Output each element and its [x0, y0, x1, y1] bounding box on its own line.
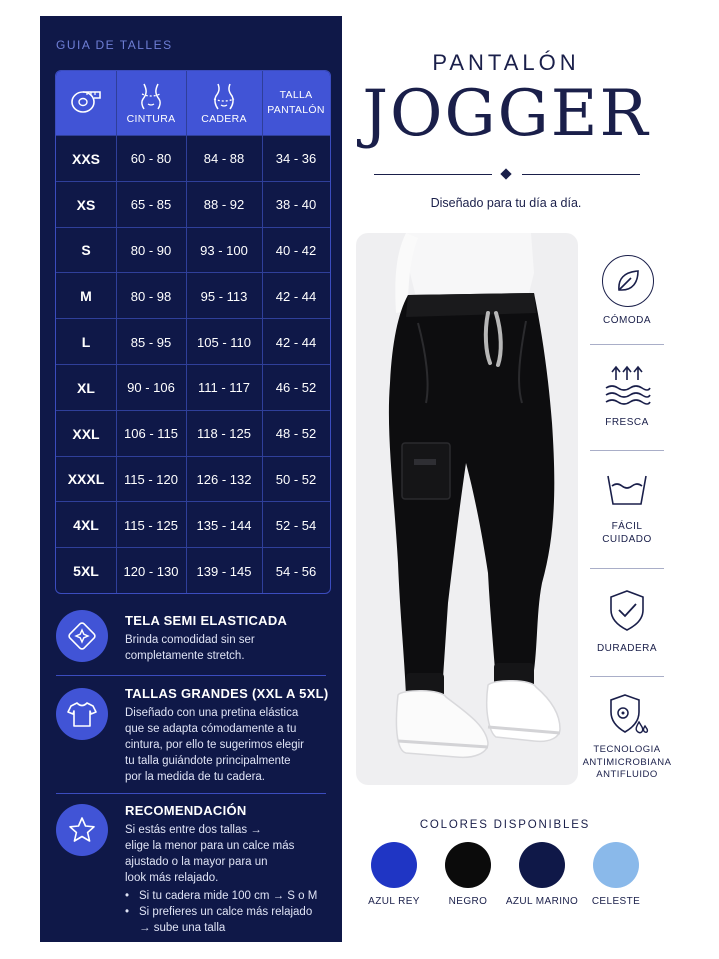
- table-row: [56, 135, 330, 182]
- bullet-item: • Si prefieres un calce más relajado: [125, 906, 313, 918]
- cintura-cell: 115 - 120: [124, 471, 178, 487]
- cadera-cell: 93 - 100: [200, 242, 248, 258]
- feature-body-line: look más relajado.: [125, 872, 219, 884]
- cintura-cell: 106 - 115: [124, 426, 178, 442]
- cadera-header-label: CADERA: [201, 112, 247, 125]
- size-cell: M: [80, 288, 92, 305]
- color-swatch[interactable]: [519, 842, 565, 888]
- feature-body-line: completamente stretch.: [125, 650, 245, 662]
- star-icon: [67, 815, 97, 845]
- product-photo: [356, 233, 578, 785]
- talla-cell: 34 - 36: [275, 151, 317, 167]
- tshirt-icon: [66, 699, 98, 729]
- feature-body-line: ajustado o la mayor para un: [125, 856, 268, 868]
- cadera-cell: 111 - 117: [197, 380, 251, 396]
- cintura-header: [116, 71, 186, 135]
- color-swatch[interactable]: [445, 842, 491, 888]
- bullet-text: → sube una talla: [139, 922, 226, 934]
- feature-body-line: que se adapta cómodamente a tu: [125, 723, 297, 735]
- sparkle-square-icon: [67, 621, 97, 651]
- cadera-cell: 84 - 88: [203, 151, 245, 167]
- feature-body-line: tu talla guiándote principalmente: [125, 755, 291, 767]
- benefit-label: [582, 520, 672, 546]
- fabric-feature-icon-badge: [56, 610, 108, 662]
- talla-header-line1: TALLA: [279, 89, 313, 101]
- size-cell: 5XL: [73, 563, 99, 580]
- talla-header: [262, 71, 330, 135]
- easy-care-badge: [582, 472, 672, 512]
- recommendation-icon-badge: [56, 804, 108, 856]
- sizes-feature-icon-badge: [56, 688, 108, 740]
- benefit-label-line: CUIDADO: [602, 534, 652, 545]
- benefit-label-line: TECNOLOGIA: [593, 744, 661, 755]
- jogger-illustration: [356, 233, 578, 785]
- benefit-label-line: FRESCA: [605, 417, 649, 428]
- table-row: [56, 456, 330, 503]
- bullet-text: Si tu cadera mide 100 cm → S o M: [139, 890, 318, 902]
- table-row: [56, 501, 330, 548]
- size-guide-title: GUIA DE TALLES: [56, 38, 173, 52]
- cintura-cell: 60 - 80: [130, 151, 172, 167]
- divider: [590, 450, 664, 451]
- feature-body-line: por la medida de tu cadera.: [125, 771, 266, 783]
- durable-badge: [582, 588, 672, 632]
- size-cell: L: [81, 334, 91, 351]
- cadera-cell: 105 - 110: [197, 334, 251, 350]
- talla-cell: 46 - 52: [275, 380, 317, 396]
- talla-cell: 48 - 52: [275, 426, 317, 442]
- divider: [56, 793, 326, 794]
- bullet-item: • Si tu cadera mide 100 cm → S o M: [125, 890, 318, 902]
- feature-title: TALLAS GRANDES (XXL A 5XL): [125, 686, 329, 701]
- antimicrobial-shield-icon: [605, 692, 649, 738]
- cadera-cell: 118 - 125: [197, 426, 251, 442]
- cintura-cell: 115 - 125: [124, 517, 178, 533]
- table-row: [56, 547, 330, 594]
- divider: [56, 675, 326, 676]
- fresh-badge: [582, 364, 672, 408]
- size-cell: 4XL: [73, 517, 99, 534]
- cintura-cell: 90 - 106: [127, 380, 175, 396]
- divider: [522, 174, 640, 175]
- table-row: [56, 227, 330, 274]
- table-row: [56, 181, 330, 228]
- color-swatch[interactable]: [593, 842, 639, 888]
- cintura-cell: 80 - 90: [130, 242, 172, 258]
- feature-body-line: Brinda comodidad sin ser: [125, 634, 255, 646]
- size-table: [55, 70, 331, 594]
- size-cell: S: [81, 242, 91, 259]
- cadera-cell: 95 - 113: [200, 288, 248, 304]
- color-swatch[interactable]: [371, 842, 417, 888]
- size-cell: XXXL: [67, 471, 105, 488]
- wash-tub-icon: [604, 472, 650, 508]
- tape-measure-header-cell: [56, 71, 116, 135]
- colors-title: COLORES DISPONIBLES: [419, 819, 591, 831]
- benefit-label-line: ANTIMICROBIANA: [582, 756, 672, 768]
- product-title: JOGGER: [362, 77, 650, 151]
- cadera-cell: 88 - 92: [203, 197, 245, 213]
- size-cell: XL: [77, 379, 95, 396]
- bullet-item: [125, 920, 335, 936]
- feature-body-line: Diseñado con una pretina elástica: [125, 707, 299, 719]
- talla-cell: 54 - 56: [275, 563, 317, 579]
- waist-icon: [138, 82, 164, 110]
- feature-body-line: elige la menor para un calce más: [125, 840, 295, 852]
- shield-check-icon: [607, 588, 647, 632]
- feature-body: [125, 822, 335, 886]
- bullet-text: Si prefieres un calce más relajado: [139, 906, 313, 918]
- talla-cell: 50 - 52: [275, 471, 317, 487]
- cintura-header-label: CINTURA: [126, 112, 176, 125]
- cadera-cell: 135 - 144: [196, 517, 252, 533]
- cintura-cell: 80 - 98: [130, 288, 172, 304]
- table-row: [56, 272, 330, 319]
- cintura-cell: 120 - 130: [123, 563, 179, 579]
- benefit-label: [582, 642, 672, 655]
- product-subtitle: PANTALÓN: [432, 50, 580, 75]
- table-row: [56, 364, 330, 411]
- feature-body: [125, 705, 335, 785]
- benefit-label-line: FÁCIL: [611, 521, 643, 532]
- benefit-label: [582, 314, 672, 327]
- table-row: [56, 318, 330, 365]
- divider: [374, 174, 492, 175]
- diamond-ornament-icon: [500, 168, 511, 179]
- benefit-label-line: ANTIFLUIDO: [596, 769, 658, 780]
- comfort-badge: [602, 255, 654, 307]
- cadera-header: [186, 71, 262, 135]
- feature-title: RECOMENDACIÓN: [125, 803, 247, 818]
- tape-measure-icon: [70, 89, 102, 115]
- benefit-label-line: DURADERA: [596, 643, 658, 654]
- talla-header-line2: PANTALÓN: [267, 104, 325, 116]
- size-cell: XXL: [72, 425, 100, 442]
- divider: [590, 344, 664, 345]
- cadera-cell: 126 - 132: [196, 471, 252, 487]
- feature-body-line: cintura, por ello te sugerimos elegir: [125, 739, 304, 751]
- feature-body: [125, 632, 335, 664]
- size-cell: XXS: [71, 150, 100, 167]
- feature-title: TELA SEMI ELASTICADA: [125, 613, 288, 628]
- product-tagline: Diseñado para tu día a día.: [430, 196, 582, 210]
- color-label: AZUL MARINO: [505, 896, 579, 907]
- cadera-cell: 139 - 145: [196, 563, 252, 579]
- size-cell: XS: [76, 196, 96, 213]
- table-row: [56, 410, 330, 457]
- divider: [590, 676, 664, 677]
- airflow-icon: [602, 364, 652, 406]
- benefit-label: [582, 416, 672, 429]
- leaf-icon: [614, 267, 642, 295]
- color-label: NEGRO: [448, 896, 488, 907]
- talla-cell: 42 - 44: [275, 288, 317, 304]
- talla-cell: 38 - 40: [275, 197, 317, 213]
- cintura-cell: 85 - 95: [130, 334, 172, 350]
- cintura-cell: 65 - 85: [130, 197, 172, 213]
- feature-body-line: Si estás entre dos tallas →: [125, 824, 262, 836]
- color-label: CELESTE: [591, 896, 641, 907]
- divider: [590, 568, 664, 569]
- talla-cell: 42 - 44: [275, 334, 317, 350]
- benefit-label-line: CÓMODA: [603, 315, 651, 326]
- color-label: AZUL REY: [368, 896, 420, 907]
- talla-cell: 52 - 54: [275, 517, 317, 533]
- antimicrobial-badge: [582, 692, 672, 738]
- size-table-header: [56, 71, 330, 135]
- talla-cell: 40 - 42: [275, 242, 317, 258]
- benefit-label: [582, 744, 672, 782]
- hip-icon: [211, 82, 237, 110]
- recommendation-bullets: [125, 888, 335, 936]
